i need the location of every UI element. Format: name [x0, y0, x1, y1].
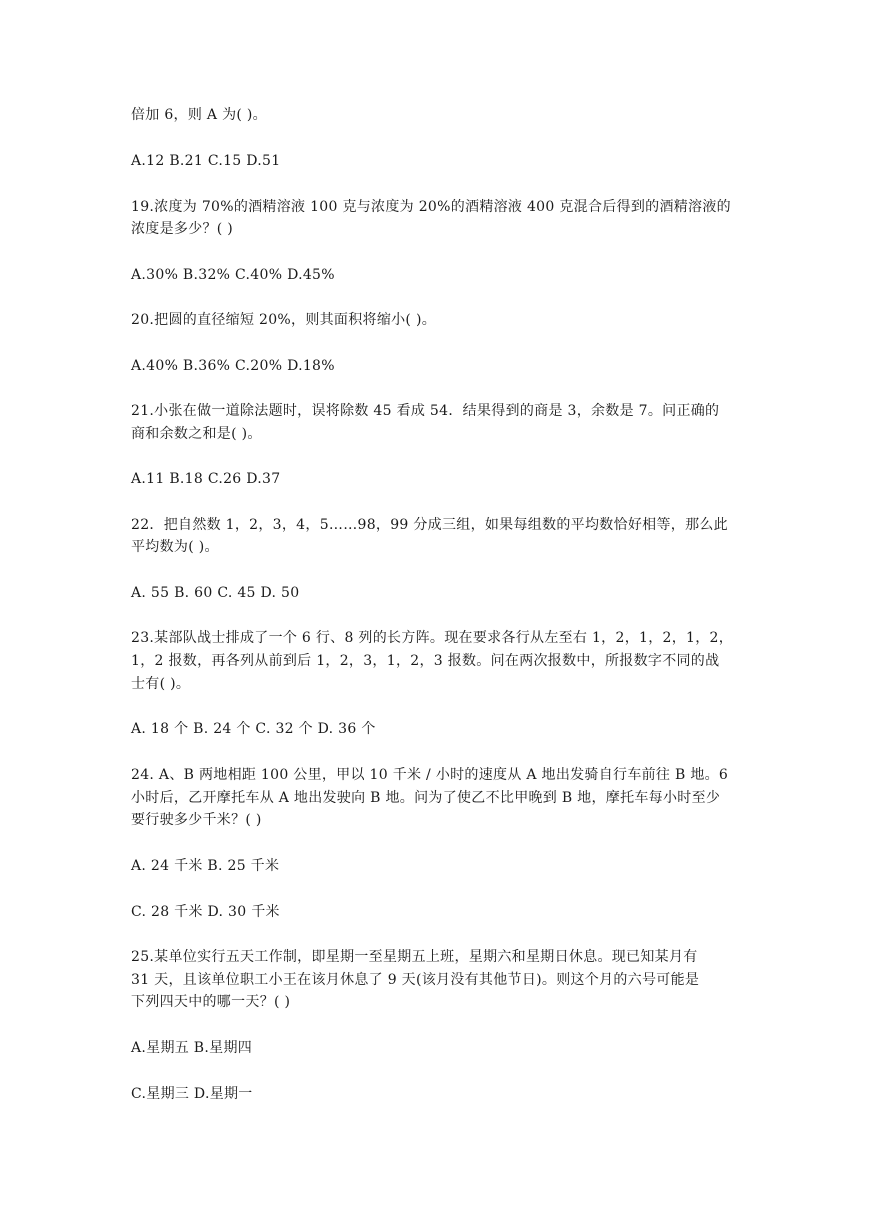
q24-text-line1: 24. A、B 两地相距 100 公里，甲以 10 千米 / 小时的速度从 A 地出发骑自行车前往 B 地。6: [131, 767, 729, 783]
q24-text-line3: 要行驶多少千米？( ): [131, 812, 262, 828]
q19-text-line2: 浓度是多少？( ): [131, 221, 234, 237]
q20-text: 20.把圆的直径缩短 20%，则其面积将缩小( )。: [131, 312, 437, 328]
q22-text-line2: 平均数为( )。: [131, 539, 219, 555]
q25-text-line3: 下列四天中的哪一天？( ): [131, 994, 291, 1010]
q21-options: A.11 B.18 C.26 D.37: [131, 471, 281, 487]
q23-options: A. 18 个 B. 24 个 C. 32 个 D. 36 个: [131, 721, 376, 737]
q19-options: A.30% B.32% C.40% D.45%: [131, 267, 335, 283]
q19-text-line1: 19.浓度为 70%的酒精溶液 100 克与浓度为 20%的酒精溶液 400 克混合后得到的酒精溶液的: [131, 199, 731, 215]
q22-text-line1: 22．把自然数 1，2，3，4，5……98，99 分成三组，如果每组数的平均数恰好相等，那么此: [131, 517, 728, 533]
q22-options: A. 55 B. 60 C. 45 D. 50: [131, 585, 300, 601]
q20-options: A.40% B.36% C.20% D.18%: [131, 358, 335, 374]
q23-text-line2: 1，2 报数，再各列从前到后 1，2，3，1，2，3 报数。问在两次报数中，所报数字不同的战: [131, 653, 720, 669]
q24-options-row2: C. 28 千米 D. 30 千米: [131, 904, 280, 920]
q23-text-line3: 士有( )。: [131, 676, 191, 692]
q21-text-line2: 商和余数之和是( )。: [131, 426, 262, 442]
q23-text-line1: 23.某部队战士排成了一个 6 行、8 列的长方阵。现在要求各行从左至右 1，2，1，2，1，2，: [131, 630, 734, 646]
q25-options-row2: C.星期三 D.星期一: [131, 1086, 253, 1102]
q25-text-line2: 31 天，且该单位职工小王在该月休息了 9 天(该月没有其他节日)。则这个月的六号可能是: [131, 972, 700, 988]
q18-options: A.12 B.21 C.15 D.51: [131, 153, 281, 169]
q24-text-line2: 小时后，乙开摩托车从 A 地出发驶向 B 地。问为了使乙不比甲晚到 B 地，摩托车每小时至少: [131, 790, 721, 806]
q18-continuation: 倍加 6，则 A 为( )。: [131, 107, 267, 123]
q24-options-row1: A. 24 千米 B. 25 千米: [131, 858, 280, 874]
q21-text-line1: 21.小张在做一道除法题时，误将除数 45 看成 54．结果得到的商是 3，余数是 7。问正确的: [131, 403, 720, 419]
q25-options-row1: A.星期五 B.星期四: [131, 1040, 253, 1056]
q25-text-line1: 25.某单位实行五天工作制，即星期一至星期五上班，星期六和星期日休息。现已知某月有: [131, 949, 698, 965]
